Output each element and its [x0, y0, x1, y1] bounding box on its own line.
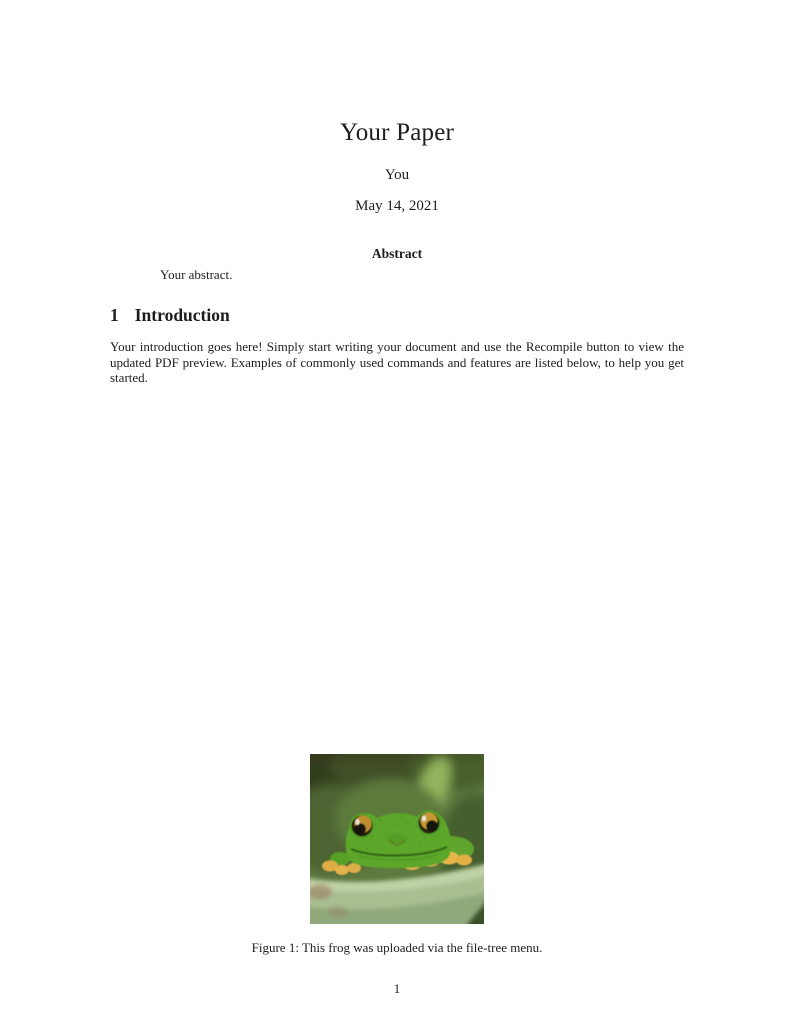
paper-date: May 14, 2021	[355, 198, 439, 214]
paper-title: Your Paper	[339, 119, 455, 146]
section-heading-introduction	[110, 305, 684, 326]
figure-caption: Figure 1: This frog was uploaded via the file-tree menu.	[251, 939, 543, 955]
section-number: 1	[110, 305, 119, 325]
abstract-heading: Abstract	[371, 246, 423, 261]
page-number: 1	[393, 980, 401, 996]
figure-1	[310, 754, 484, 924]
section-title: Introduction	[134, 305, 230, 325]
introduction-paragraph: Your introduction goes here! Simply start writing your document and use the Recompile button to view the updated PDF preview. Examples of commonly used commands and features are listed below, to help you get started.	[110, 339, 684, 386]
paper-author: You	[384, 167, 410, 183]
frog-photo	[310, 754, 484, 924]
abstract-text: Your abstract.	[160, 267, 233, 282]
